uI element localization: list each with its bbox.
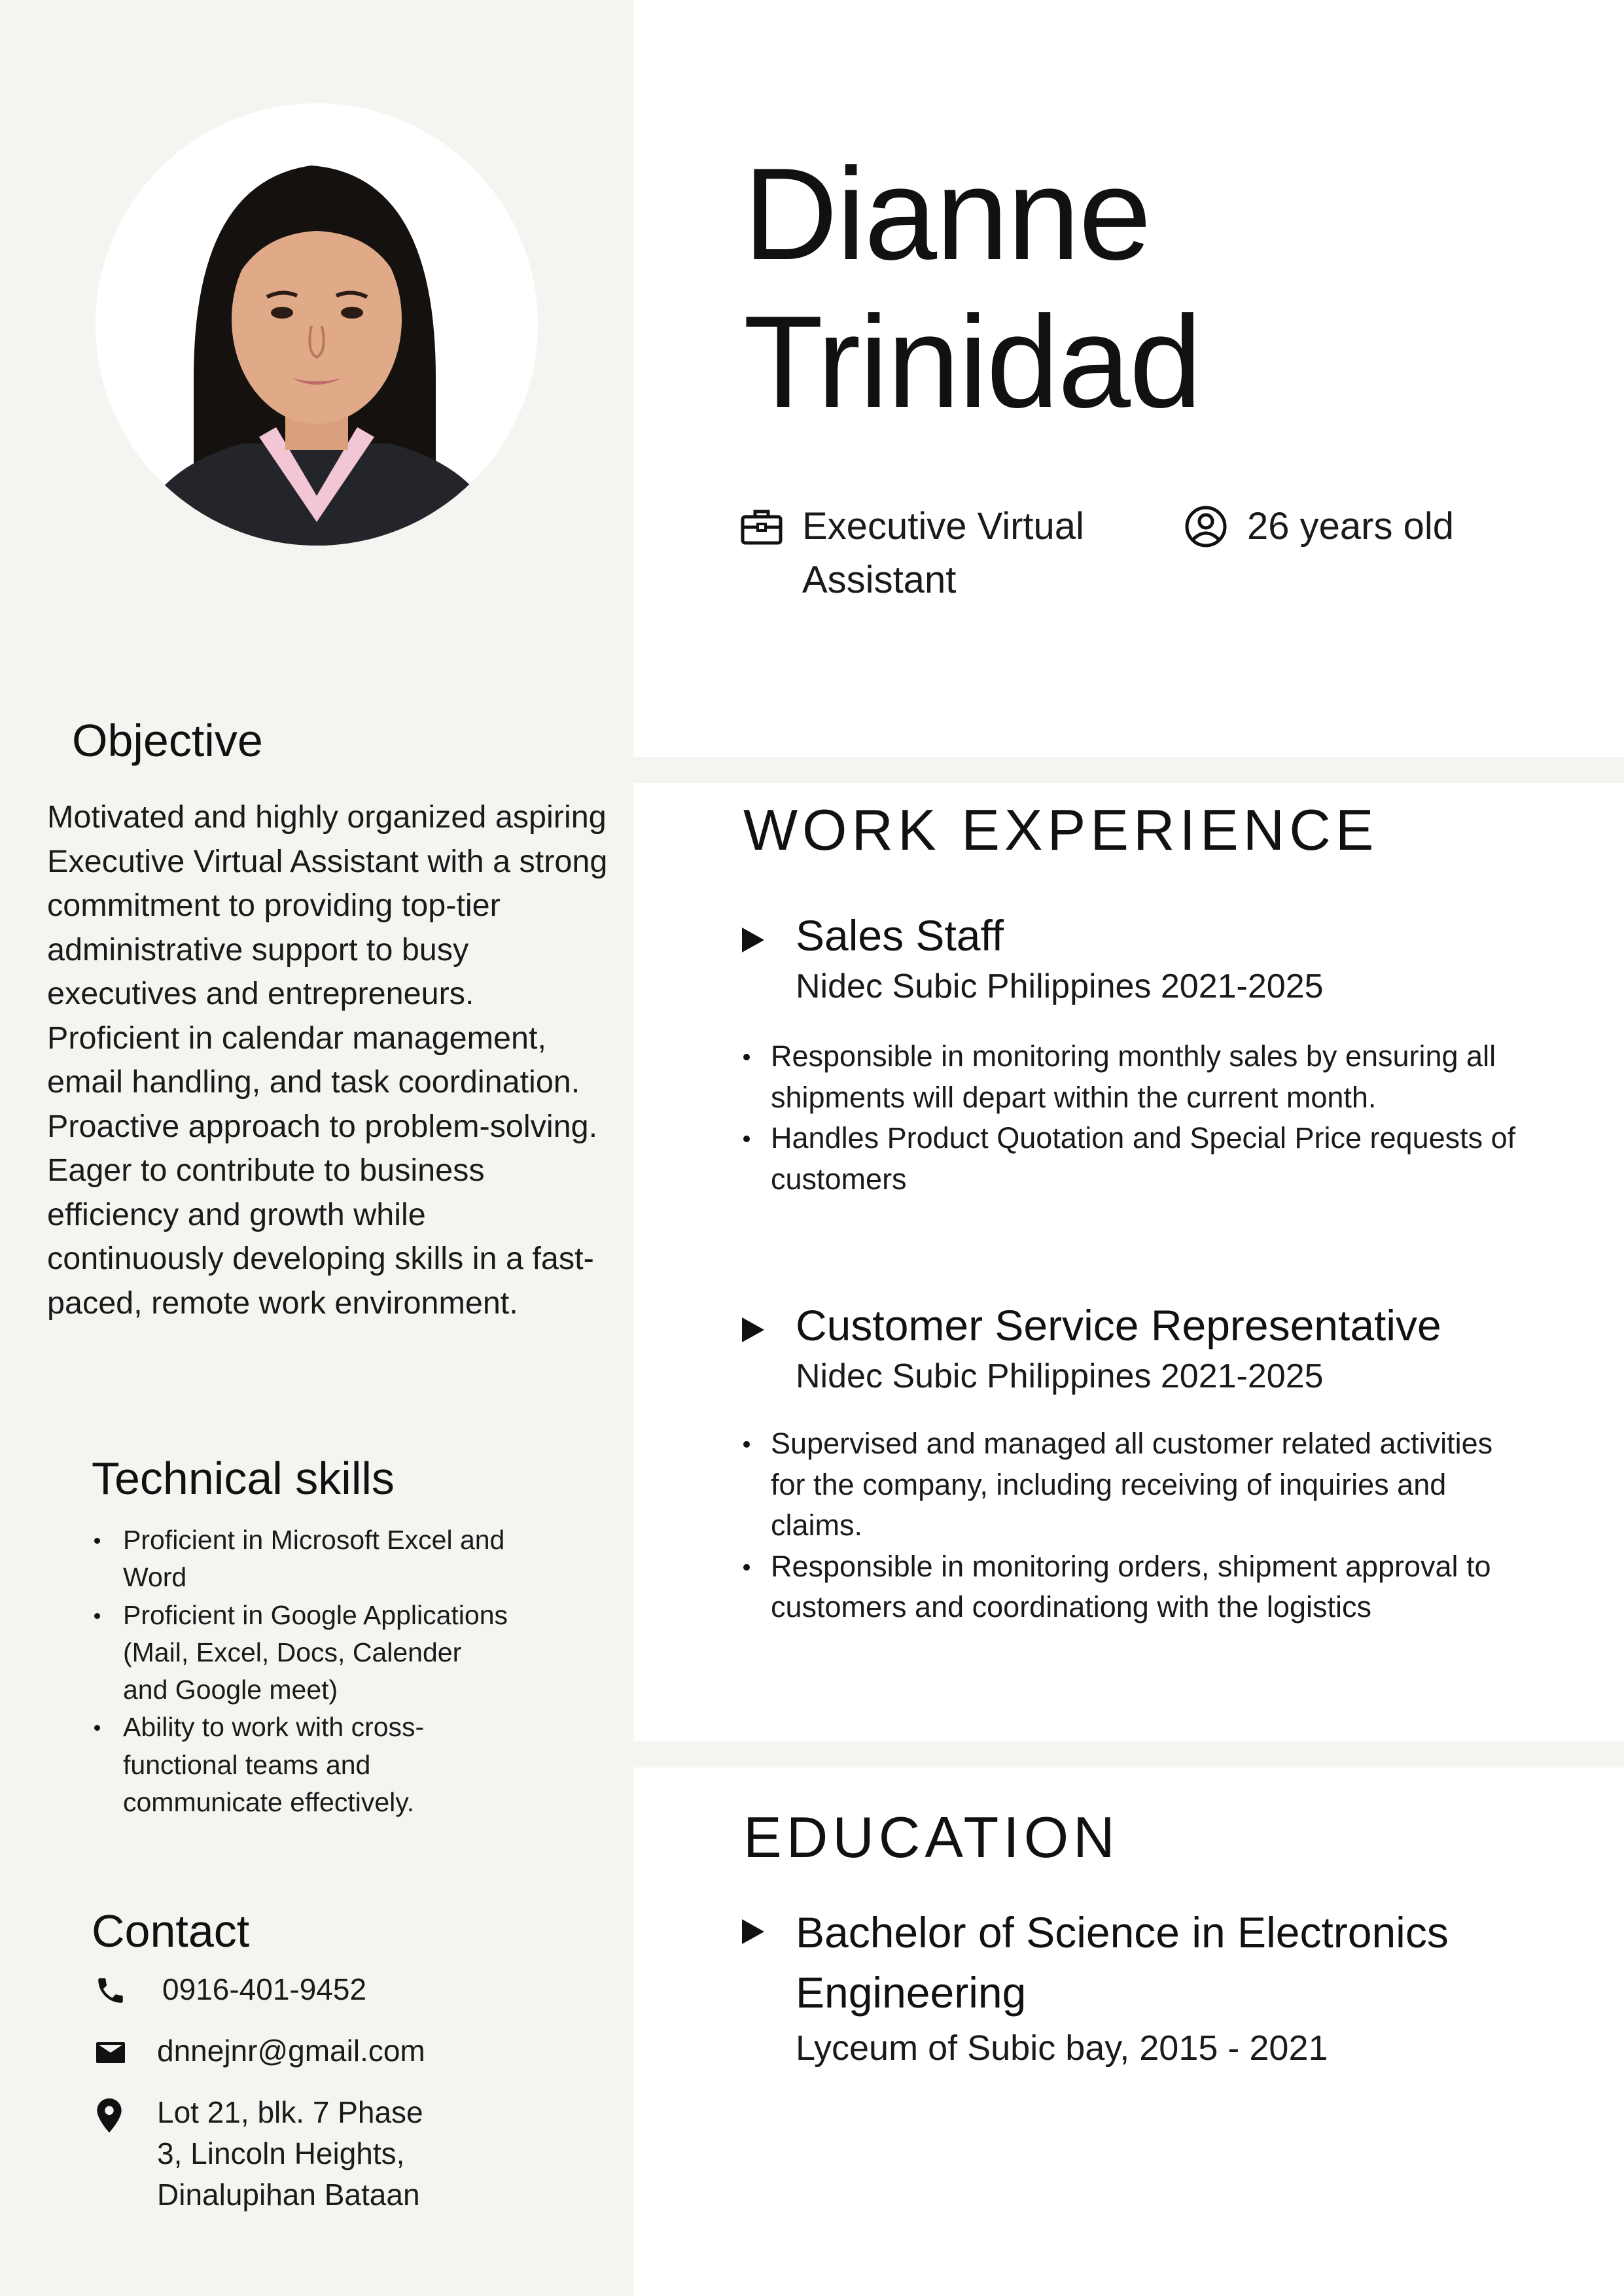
job-bullets [743, 1036, 1528, 1200]
location-pin-icon [94, 2097, 124, 2134]
skill-item: Ability to work with cross-functional teams and communicate effectively. [92, 1709, 510, 1821]
school-and-years: Lyceum of Subic bay, 2015 - 2021 [796, 2028, 1328, 2068]
job-role-line1: Executive Virtual [802, 505, 1084, 548]
section-divider-education [633, 1741, 1624, 1767]
phone-icon [94, 1974, 127, 2007]
job-bullet: Supervised and managed all customer related activities for the company, including receiving of inquiries and claims. [743, 1423, 1528, 1546]
skills-list [92, 1522, 510, 1821]
job-title: Customer Service Representative [796, 1301, 1441, 1349]
profile-portrait-illustration [96, 103, 538, 546]
skill-item: Proficient in Microsoft Excel and Word [92, 1522, 510, 1597]
job-role [802, 500, 1084, 607]
user-circle-icon [1184, 505, 1227, 548]
job-title: Sales Staff [796, 911, 1004, 960]
email-address[interactable]: dnnejnr@gmail.com [157, 2034, 425, 2068]
age: 26 years old [1247, 505, 1454, 548]
objective-text: Motivated and highly organized aspiring Executive Virtual Assistant with a strong commitment to providing top-tier administrative support to busy executives and entrepreneurs. Proficient in calendar management, email handling, and task coordination. Proactive approach to problem-solving. Eager to contribute to business efficiency and growth while continuously developing skills in a fast-paced, remote work environment. [47, 799, 608, 1321]
play-arrow-icon [742, 1919, 764, 1944]
section-divider-top [633, 757, 1624, 783]
first-name: Dianne [743, 141, 1150, 287]
job-company: Nidec Subic Philippines 2021-2025 [796, 967, 1324, 1005]
job-company: Nidec Subic Philippines 2021-2025 [796, 1357, 1324, 1395]
profile-photo [96, 103, 538, 546]
job-bullet: Handles Product Quotation and Special Price requests of customers [743, 1118, 1528, 1200]
objective-heading: Objective [72, 715, 263, 766]
job-bullets [743, 1423, 1528, 1628]
play-arrow-icon [742, 928, 764, 952]
address-line: Lot 21, blk. 7 Phase [157, 2095, 423, 2129]
contact-heading: Contact [92, 1905, 250, 1957]
job-bullet: Responsible in monitoring monthly sales by ensuring all shipments will depart within the current month. [743, 1036, 1528, 1118]
last-name: Trinidad [743, 289, 1201, 435]
play-arrow-icon [742, 1317, 764, 1342]
job-bullet: Responsible in monitoring orders, shipment approval to customers and coordinationg with the logistics [743, 1546, 1528, 1628]
address-line: 3, Lincoln Heights, [157, 2136, 405, 2170]
skill-item: Proficient in Google Applications (Mail, Excel, Docs, Calender and Google meet) [92, 1597, 510, 1709]
work-experience-heading: WORK EXPERIENCE [743, 797, 1379, 862]
mail-icon [94, 2040, 127, 2066]
skills-heading: Technical skills [92, 1453, 395, 1504]
address [157, 2092, 423, 2216]
phone-number[interactable]: 0916-401-9452 [162, 1972, 367, 2006]
address-line: Dinalupihan Bataan [157, 2178, 420, 2212]
briefcase-icon [741, 508, 783, 546]
degree-title: Bachelor of Science in Electronics Engineering [796, 1908, 1449, 2017]
education-heading: EDUCATION [743, 1805, 1120, 1870]
job-role-line2: Assistant [802, 559, 957, 601]
full-name [743, 141, 1201, 436]
